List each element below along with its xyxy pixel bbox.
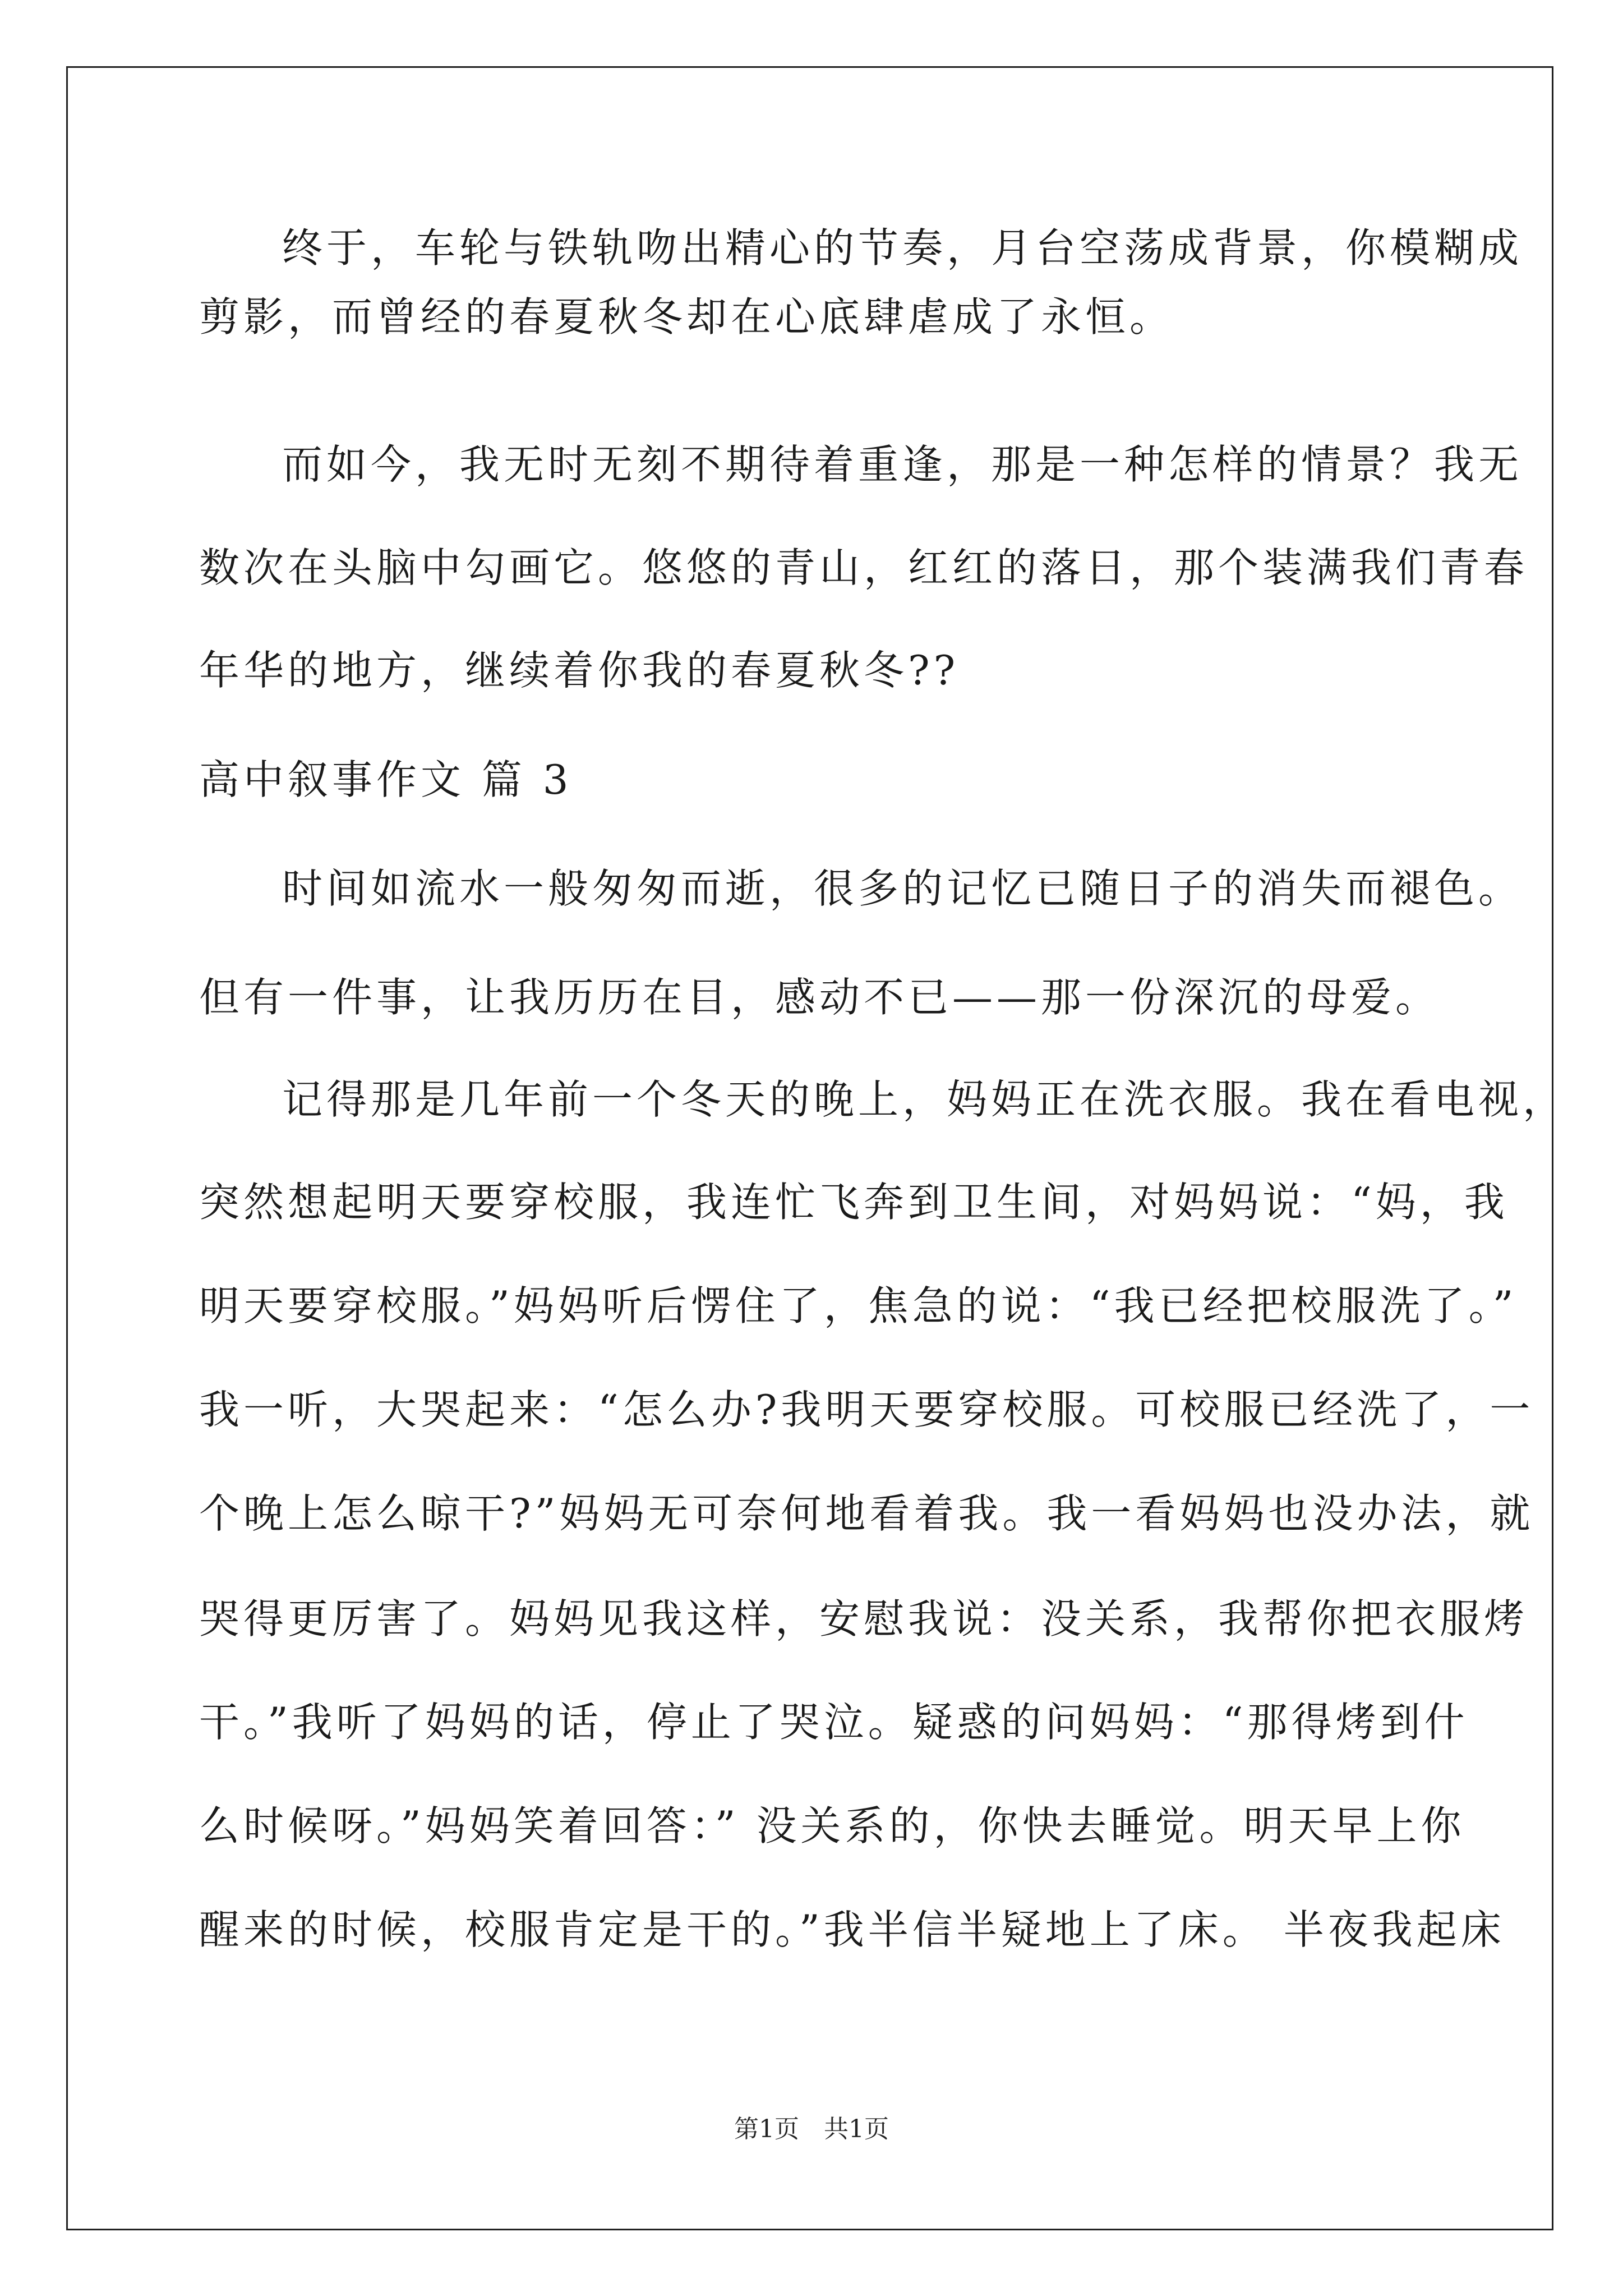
paragraph-line: 醒来的时候，校服肯定是干的。”我半信半疑地上了床。 半夜我起床 [199, 1906, 1505, 1953]
paragraph-line: 我一听，大哭起来：“怎么办?我明天要穿校服。可校服已经洗了，一 [199, 1386, 1534, 1433]
paragraph-line: 剪影，而曾经的春夏秋冬却在心底肆虐成了永恒。 [199, 293, 1174, 341]
paragraph-line: 干。”我听了妈妈的话，停止了哭泣。疑惑的问妈妈：“那得烤到什 [199, 1699, 1469, 1746]
paragraph-line: 时间如流水一般匆匆而逝，很多的记忆已随日子的消失而褪色。 [282, 865, 1523, 912]
paragraph-line: 但有一件事，让我历历在目，感动不已——那一份深沉的母爱。 [199, 974, 1440, 1021]
paragraph-line: 记得那是几年前一个冬天的晚上，妈妈正在洗衣服。我在看电视， [282, 1076, 1567, 1123]
paragraph-line: 而如今，我无时无刻不期待着重逢，那是一种怎样的情景？我无 [282, 441, 1523, 488]
paragraph-line: 个晚上怎么晾干?”妈妈无可奈何地看着我。我一看妈妈也没办法，就 [199, 1490, 1534, 1537]
paragraph-line: 年华的地方，继续着你我的春夏秋冬?? [199, 647, 960, 694]
paragraph-line: 突然想起明天要穿校服，我连忙飞奔到卫生间，对妈妈说：“妈，我 [199, 1179, 1509, 1226]
page-number-footer: 第1页 共1页 [734, 2115, 889, 2143]
section-heading: 高中叙事作文 篇 3 [199, 756, 573, 803]
paragraph-line: 终于，车轮与铁轨吻出精心的节奏，月台空荡成背景，你模糊成 [282, 224, 1523, 272]
paragraph-line: 哭得更厉害了。妈妈见我这样，安慰我说：没关系，我帮你把衣服烤 [199, 1595, 1529, 1642]
paragraph-line: 明天要穿校服。”妈妈听后愣住了，焦急的说：“我已经把校服洗了。” [199, 1282, 1518, 1329]
paragraph-line: 么时候呀。”妈妈笑着回答：” 没关系的，你快去睡觉。明天早上你 [199, 1802, 1465, 1849]
paragraph-line: 数次在头脑中勾画它。悠悠的青山，红红的落日，那个装满我们青春 [199, 544, 1529, 591]
